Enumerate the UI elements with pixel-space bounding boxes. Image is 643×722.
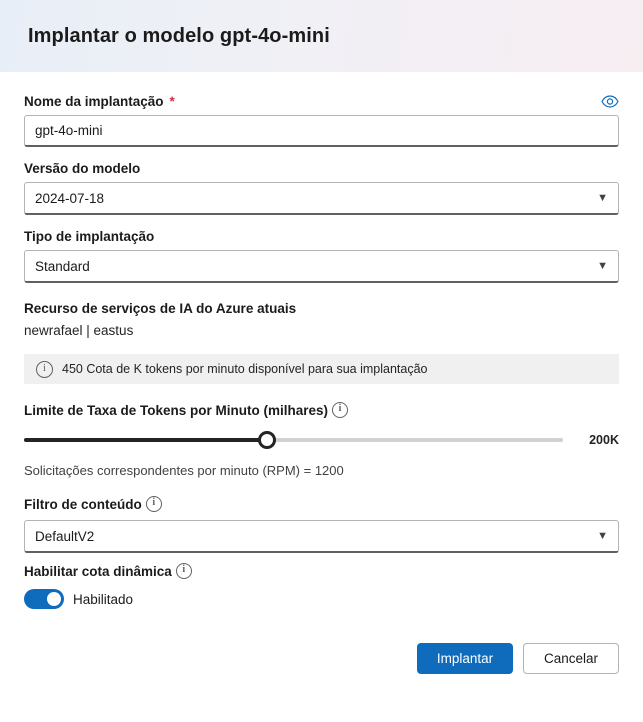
quota-info-text: 450 Cota de K tokens por minuto disponível para sua implantação	[62, 362, 428, 376]
dynamic-quota-toggle-row	[24, 589, 619, 609]
content-filter-value: DefaultV2	[35, 528, 95, 544]
toggle-knob	[47, 592, 61, 606]
model-version-dropdown[interactable]	[24, 182, 619, 215]
rate-limit-slider-row	[24, 430, 619, 450]
chevron-down-icon: ▼	[597, 529, 608, 542]
deploy-button[interactable]: Implantar	[417, 643, 513, 674]
resource-label: Recurso de serviços de IA do Azure atuais	[24, 301, 297, 316]
model-version-value: 2024-07-18	[35, 190, 105, 206]
slider-thumb[interactable]	[258, 431, 276, 449]
deployment-name-input[interactable]	[24, 115, 619, 147]
deployment-type-label-row	[24, 229, 619, 244]
rate-limit-label	[24, 402, 619, 418]
info-icon: i	[36, 361, 53, 378]
dynamic-quota-toggle[interactable]	[24, 589, 64, 609]
content-filter-label	[24, 496, 619, 512]
dynamic-quota-label-text: Habilitar cota dinâmica	[24, 563, 172, 579]
cancel-button[interactable]: Cancelar	[523, 643, 619, 674]
rate-limit-label-text: Limite de Taxa de Tokens por Minuto (milhares)	[24, 402, 329, 418]
model-version-label-row	[24, 161, 619, 176]
resource-value: newrafael | eastus	[24, 323, 134, 338]
info-icon[interactable]: i	[176, 563, 192, 579]
deployment-name-label-row	[24, 94, 619, 109]
deployment-type-dropdown[interactable]	[24, 250, 619, 283]
page-title: Implantar o modelo gpt-4o-mini	[28, 24, 330, 47]
content-filter-label-text: Filtro de conteúdo	[24, 496, 142, 512]
chevron-down-icon: ▼	[597, 191, 608, 204]
dialog-footer	[0, 643, 643, 674]
eye-icon[interactable]	[601, 95, 619, 108]
slider-max-label: 200K	[589, 433, 619, 447]
model-version-label: Versão do modelo	[24, 161, 141, 176]
deployment-name-value: gpt-4o-mini	[35, 123, 103, 138]
slider-fill	[24, 438, 267, 442]
rate-limit-slider[interactable]	[24, 430, 563, 450]
dynamic-quota-label	[24, 563, 619, 579]
deployment-name-label-text: Nome da implantação	[24, 94, 164, 109]
deployment-name-label	[24, 94, 175, 109]
required-marker: *	[169, 94, 175, 109]
quota-info-banner	[24, 354, 619, 384]
info-icon[interactable]: i	[332, 402, 348, 418]
dialog-body	[0, 72, 643, 609]
content-filter-dropdown[interactable]	[24, 520, 619, 553]
chevron-down-icon: ▼	[597, 259, 608, 272]
info-icon[interactable]: i	[146, 496, 162, 512]
dialog-titlebar	[0, 0, 643, 72]
rate-limit-helper-text: Solicitações correspondentes por minuto (RPM) = 1200	[24, 463, 344, 478]
deployment-type-value: Standard	[35, 258, 90, 274]
deployment-type-label: Tipo de implantação	[24, 229, 155, 244]
dynamic-quota-state-label: Habilitado	[73, 591, 134, 607]
